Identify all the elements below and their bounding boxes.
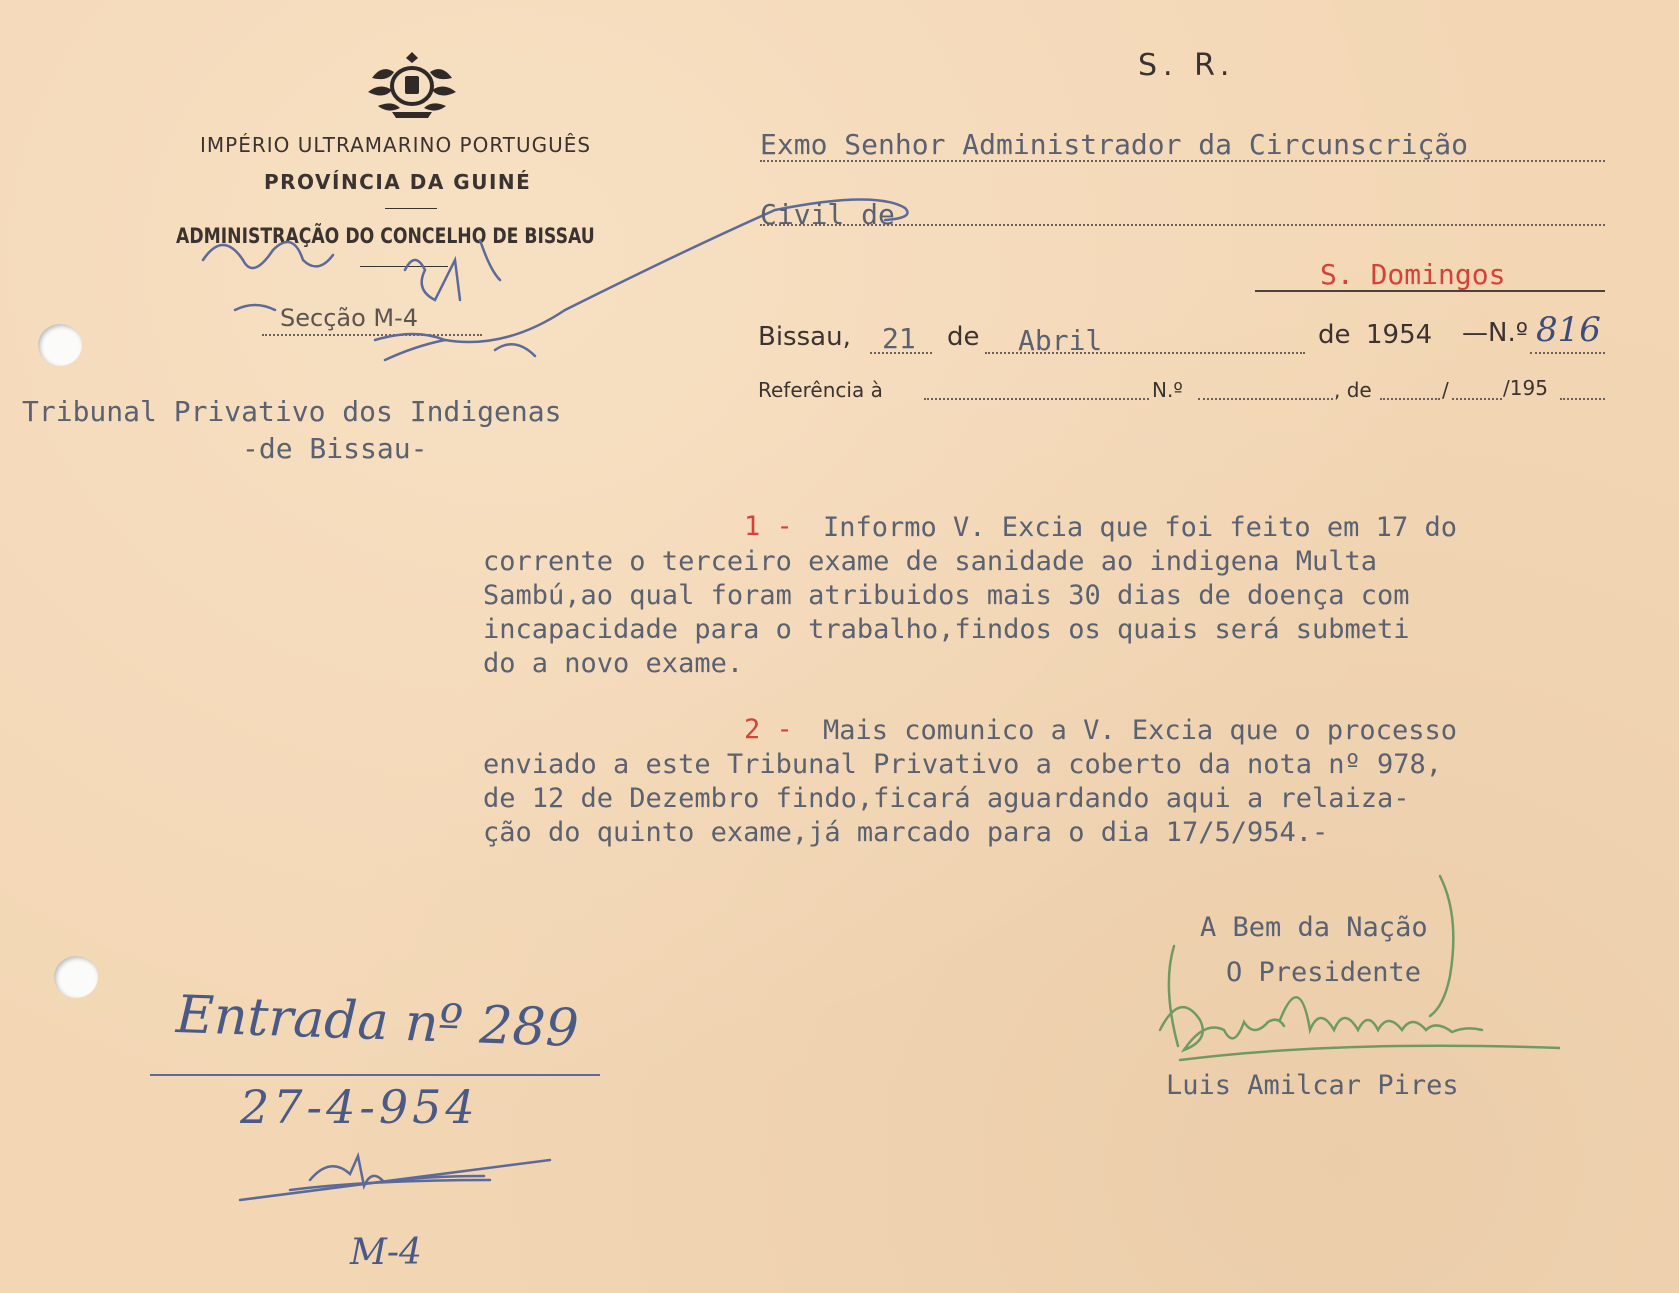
reference-number-dots (1198, 398, 1333, 400)
sender-line-1: Tribunal Privativo dos Indigenas (22, 395, 562, 428)
paragraph-1-line: incapacidade para o trabalho,findos os quais será submeti (483, 614, 1410, 645)
reference-dots (924, 398, 1149, 400)
letterhead-province: PROVÍNCIA DA GUINÉ (264, 170, 532, 194)
date-year: 1954 (1366, 320, 1433, 350)
reference-number-label: N.º (1152, 378, 1183, 402)
addressee-dots-1 (760, 160, 1605, 162)
addressee-place: S. Domingos (1320, 258, 1506, 291)
paragraph-2 (483, 714, 1643, 850)
letterhead-empire: IMPÉRIO ULTRAMARINO PORTUGUÊS (200, 133, 592, 157)
reference-year-prefix: /195 (1503, 376, 1548, 400)
reference-day-dots (1380, 398, 1440, 400)
paragraph-1-number: 1 - (744, 511, 793, 542)
paragraph-2-line: enviado a este Tribunal Privativo a coberto da nota nº 978, (483, 749, 1443, 780)
date-de-2: de (1318, 320, 1351, 350)
date-day: 21 (882, 322, 916, 355)
paragraph-2-line: Mais comunico a V. Excia que o processo (823, 715, 1457, 746)
reference-slash: / (1442, 378, 1449, 402)
signature-icon (1140, 870, 1560, 1080)
reference-year-dots (1560, 398, 1605, 400)
entry-annotation: Entrada nº 289 (175, 984, 580, 1060)
service-mark: S. R. (1138, 48, 1236, 83)
paragraph-2-line: ção do quinto exame,já marcado para o dia 17/5/954.- (483, 817, 1329, 848)
addressee-line-2: Civil de (760, 198, 895, 231)
reference-month-dots (1452, 398, 1502, 400)
date-city-label: Bissau, (758, 322, 851, 352)
initials-icon (230, 1150, 560, 1210)
closing-title: O Presidente (1226, 957, 1422, 988)
sender-line-2: -de Bissau- (242, 432, 428, 465)
entry-date: 27-4-954 (240, 1080, 479, 1134)
paragraph-1-line: Informo V. Excia que foi feito em 17 do (823, 512, 1457, 543)
date-month: Abril (1018, 324, 1103, 357)
paragraph-2-number: 2 - (744, 714, 793, 745)
closing-name: Luis Amilcar Pires (1166, 1070, 1459, 1101)
addressee-place-underline (1255, 290, 1605, 292)
section-label: Secção M-4 (280, 304, 419, 332)
date-day-dots (870, 352, 932, 354)
reference-label: Referência à (758, 378, 883, 402)
paragraph-1-line: do a novo exame. (483, 648, 744, 679)
addressee-line-1: Exmo Senhor Administrador da Circunscrição (760, 128, 1469, 161)
punch-hole-bottom (54, 956, 98, 998)
letterhead-administration: ADMINISTRAÇÃO DO CONCELHO DE BISSAU (176, 224, 595, 248)
paragraph-2-line: de 12 de Dezembro findo,ficará aguardando aqui a relaiza- (483, 783, 1410, 814)
entry-divider (150, 1074, 600, 1076)
paragraph-1-line: Sambú,ao qual foram atribuidos mais 30 dias de doença com (483, 580, 1410, 611)
addressee-dots-2 (760, 224, 1605, 226)
date-number-label: —N.º (1462, 318, 1528, 348)
date-number-dots (1530, 352, 1605, 354)
reference-date-label: , de (1334, 378, 1372, 402)
punch-hole-top (38, 324, 82, 366)
date-number-value: 816 (1536, 310, 1601, 350)
paragraph-1-line: corrente o terceiro exame de sanidade ao indigena Multa (483, 546, 1378, 577)
paragraph-1 (483, 511, 1643, 681)
date-de-1: de (947, 322, 980, 352)
filing-annotation: M-4 (350, 1232, 422, 1273)
coat-of-arms-icon (364, 48, 460, 120)
date-month-dots (985, 352, 1305, 354)
closing-motto: A Bem da Nação (1200, 912, 1428, 943)
